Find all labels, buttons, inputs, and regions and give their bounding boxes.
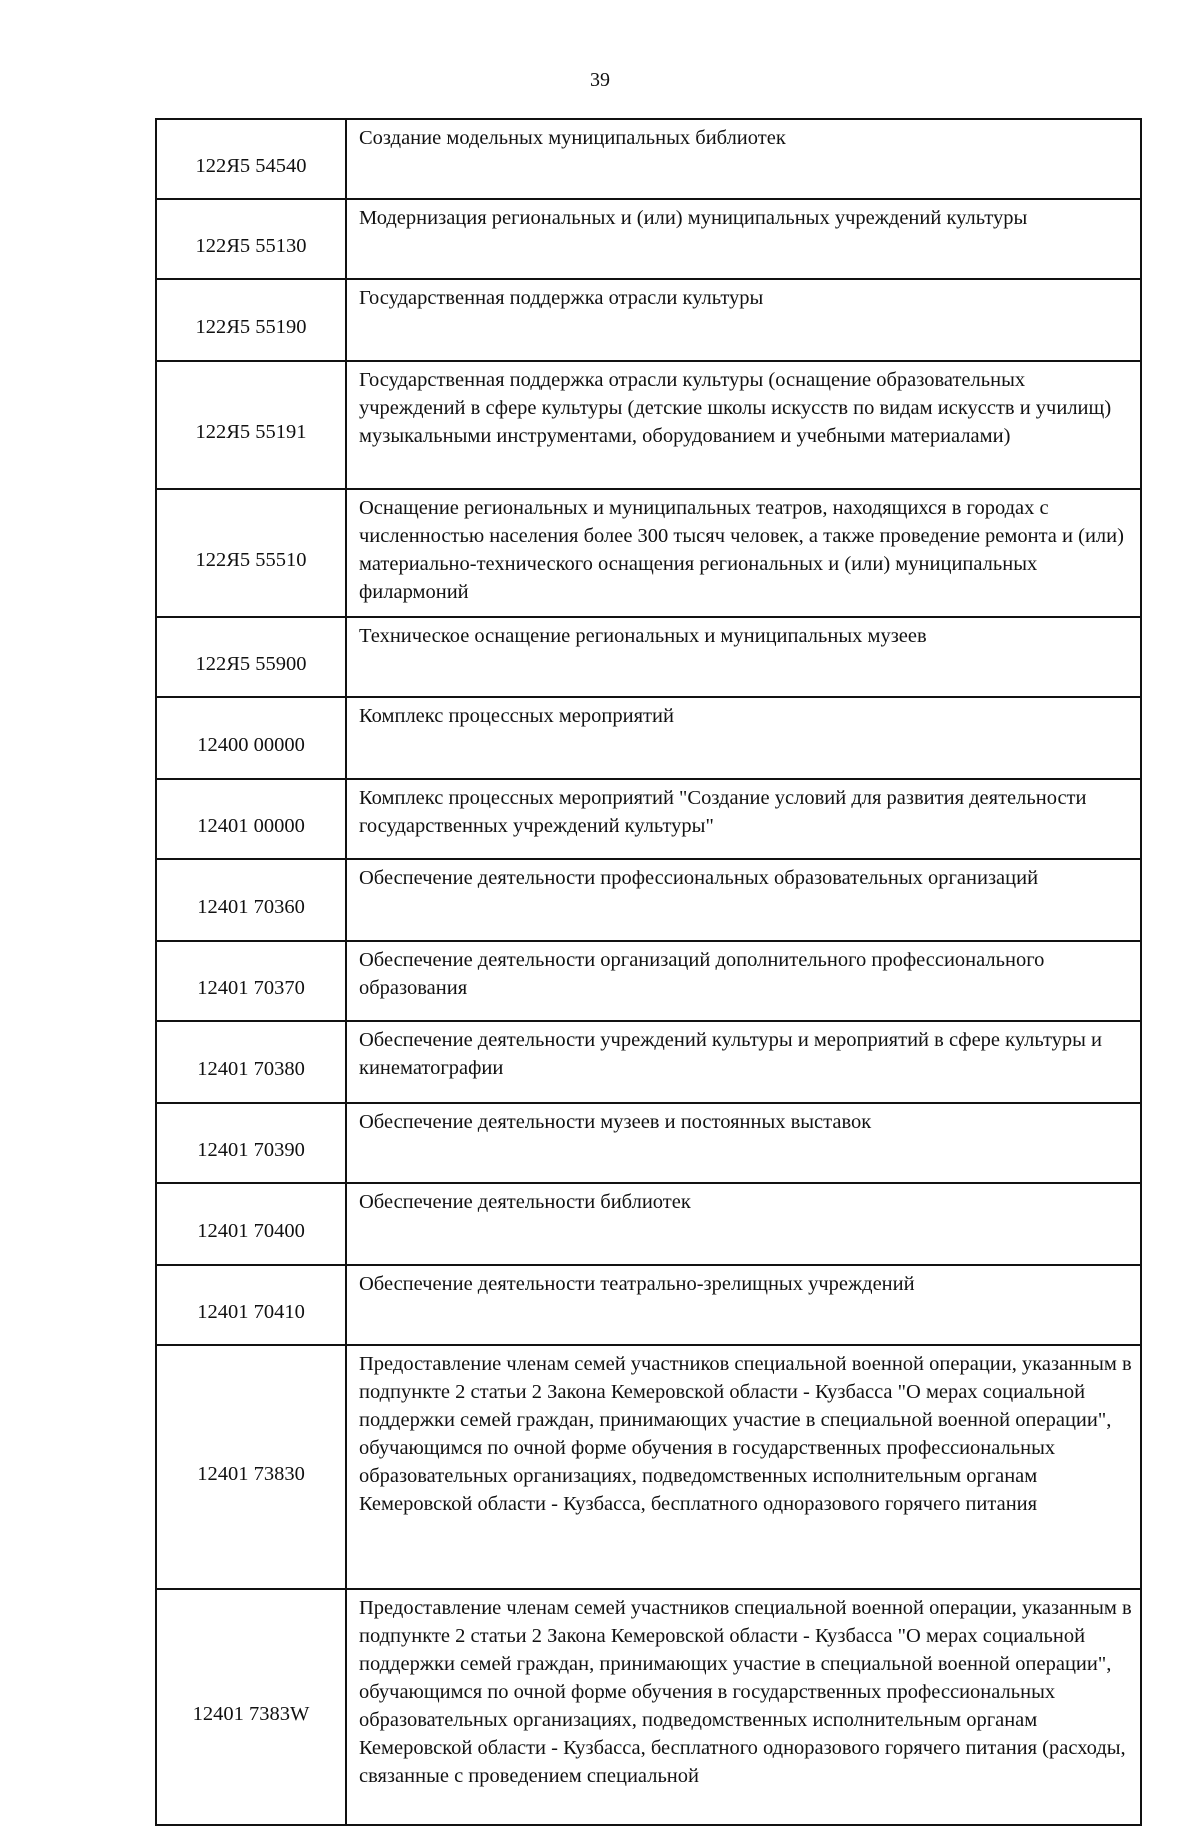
row-name: Создание модельных муниципальных библиотек (346, 119, 1141, 199)
row-code: 12401 70390 (156, 1103, 346, 1183)
table-row (156, 1183, 1141, 1265)
row-code: 122Я5 54540 (156, 119, 346, 199)
table-row (156, 941, 1141, 1021)
row-code: 12401 70370 (156, 941, 346, 1021)
row-name: Государственная поддержка отрасли культуры (оснащение образовательных учреждений в сфере культуры (детские школы искусств по видам искусств и училищ) музыкальными инструментами, оборудованием и учебными материалами) (346, 361, 1141, 489)
row-code: 12401 73830 (156, 1345, 346, 1589)
row-name: Оснащение региональных и муниципальных театров, находящихся в городах с численностью населения более 300 тысяч человек, а также проведение ремонта и (или) материально-технического оснащения региональных и (или) муниципальных филармоний (346, 489, 1141, 617)
table-row (156, 617, 1141, 697)
row-name: Комплекс процессных мероприятий "Создание условий для развития деятельности государственных учреждений культуры" (346, 779, 1141, 859)
row-name: Предоставление членам семей участников специальной военной операции, указанным в подпункте 2 статьи 2 Закона Кемеровской области - Кузбасса "О мерах социальной поддержки семей граждан, принимающих участие в специальной военной операции", обучающимся по очной форме обучения в государственных профессиональных образовательных организациях, подведомственных исполнительным органам Кемеровской области - Кузбасса, бесплатного одноразового горячего питания (346, 1345, 1141, 1589)
table-row (156, 779, 1141, 859)
row-name: Предоставление членам семей участников специальной военной операции, указанным в подпункте 2 статьи 2 Закона Кемеровской области - Кузбасса "О мерах социальной поддержки семей граждан, принимающих участие в специальной военной операции", обучающимся по очной форме обучения в государственных профессиональных образовательных организациях, подведомственных исполнительным органам Кемеровской области - Кузбасса, бесплатного одноразового горячего питания (расходы, связанные с проведением специальной (346, 1589, 1141, 1825)
row-code: 122Я5 55191 (156, 361, 346, 489)
page-number: 39 (590, 69, 610, 91)
table-row (156, 1345, 1141, 1589)
row-code: 12401 7383W (156, 1589, 346, 1825)
row-name: Техническое оснащение региональных и муниципальных музеев (346, 617, 1141, 697)
table-row (156, 697, 1141, 779)
row-name: Государственная поддержка отрасли культуры (346, 279, 1141, 361)
table-row (156, 361, 1141, 489)
row-name: Обеспечение деятельности библиотек (346, 1183, 1141, 1265)
row-name: Обеспечение деятельности учреждений культуры и мероприятий в сфере культуры и кинематографии (346, 1021, 1141, 1103)
row-code: 12400 00000 (156, 697, 346, 779)
table-row (156, 1103, 1141, 1183)
row-name: Обеспечение деятельности организаций дополнительного профессионального образования (346, 941, 1141, 1021)
table-row (156, 279, 1141, 361)
table-row (156, 1589, 1141, 1825)
table-row (156, 1265, 1141, 1345)
table-row (156, 1021, 1141, 1103)
row-code: 12401 70400 (156, 1183, 346, 1265)
row-name: Модернизация региональных и (или) муниципальных учреждений культуры (346, 199, 1141, 279)
row-name: Обеспечение деятельности музеев и постоянных выставок (346, 1103, 1141, 1183)
row-code: 12401 70380 (156, 1021, 346, 1103)
row-name: Обеспечение деятельности театрально-зрелищных учреждений (346, 1265, 1141, 1345)
table-row (156, 199, 1141, 279)
table-row (156, 859, 1141, 941)
row-name: Обеспечение деятельности профессиональных образовательных организаций (346, 859, 1141, 941)
row-code: 12401 70360 (156, 859, 346, 941)
budget-classification-table (155, 118, 1142, 1826)
row-code: 122Я5 55130 (156, 199, 346, 279)
row-name: Комплекс процессных мероприятий (346, 697, 1141, 779)
table-row (156, 119, 1141, 199)
row-code: 122Я5 55190 (156, 279, 346, 361)
row-code: 122Я5 55900 (156, 617, 346, 697)
row-code: 12401 70410 (156, 1265, 346, 1345)
row-code: 122Я5 55510 (156, 489, 346, 617)
row-code: 12401 00000 (156, 779, 346, 859)
table-row (156, 489, 1141, 617)
